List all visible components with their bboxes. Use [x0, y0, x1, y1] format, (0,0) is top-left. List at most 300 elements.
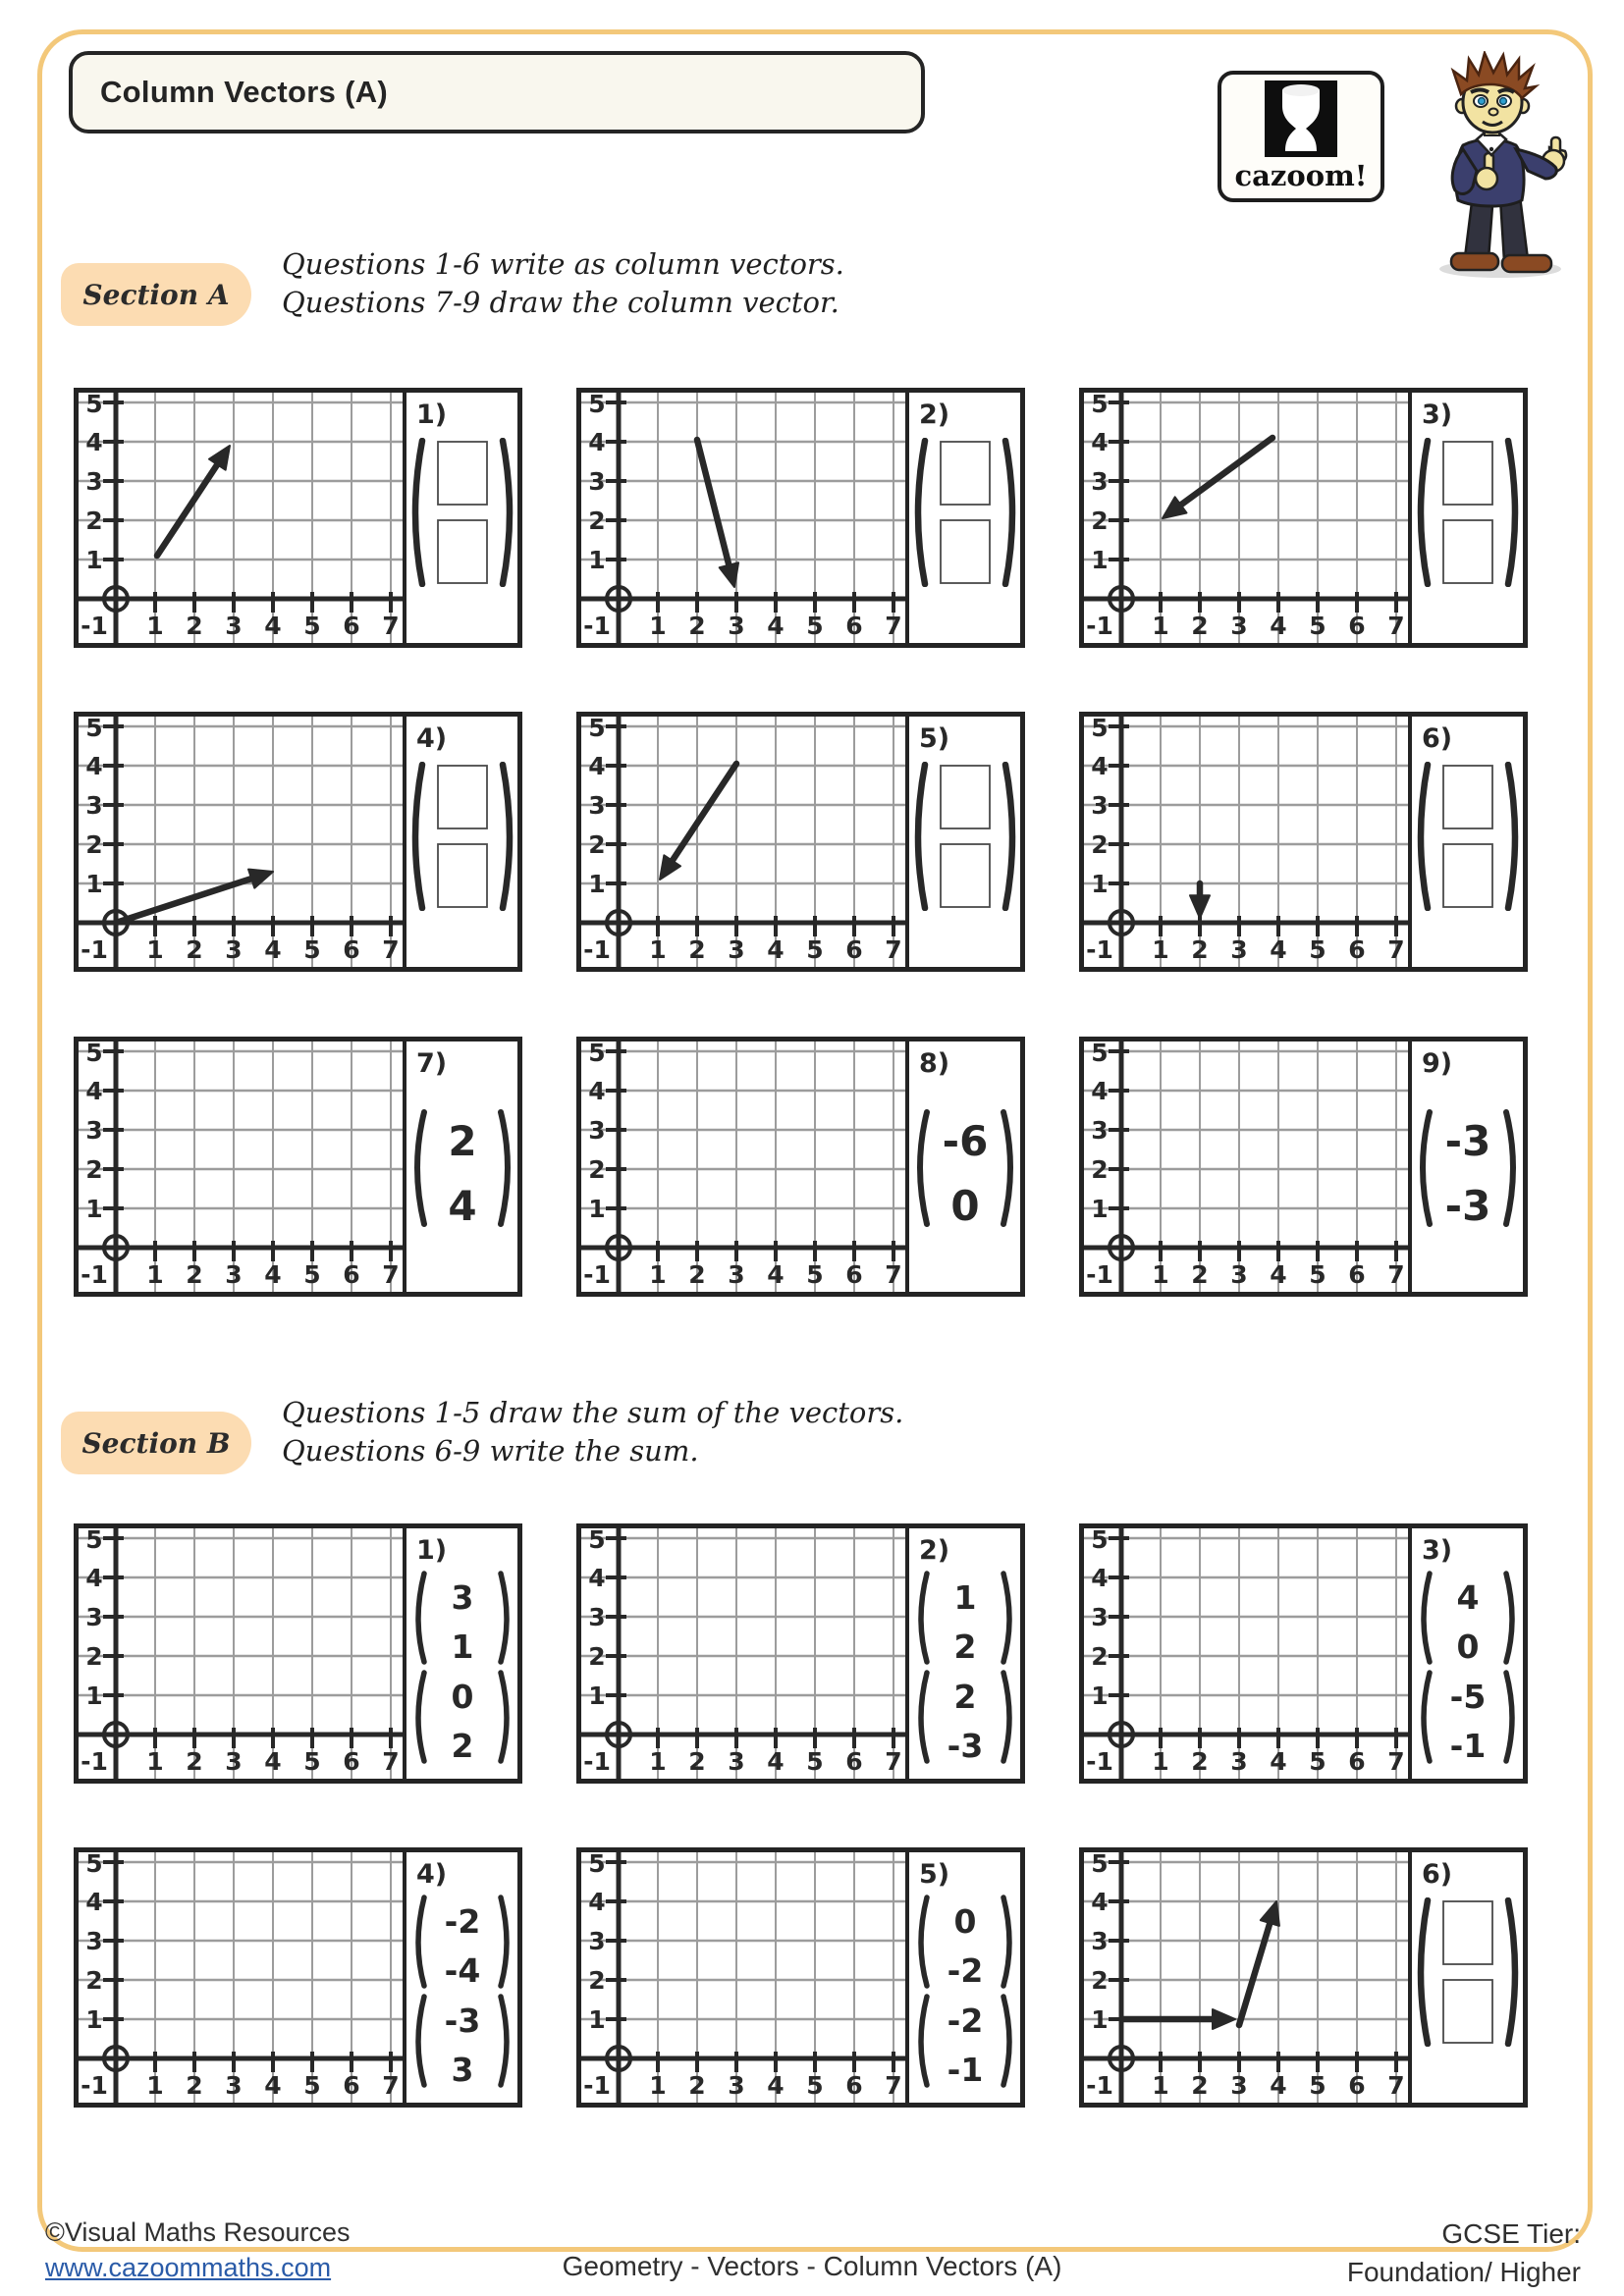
- vector-arrow: [1190, 883, 1210, 918]
- grid-number-label: 3: [225, 2071, 243, 2100]
- grid-number-label: 7: [885, 1747, 902, 1776]
- grid-number-label: 4: [1270, 1747, 1287, 1776]
- grid-number-label: 1: [588, 870, 606, 898]
- grid-number-label: 5: [588, 1041, 606, 1067]
- grid-number-label: 6: [1348, 1747, 1366, 1776]
- answer-bracket-boxes: [1413, 762, 1523, 911]
- answer-panel: [1408, 1041, 1523, 1292]
- grid-number-label: -1: [583, 612, 611, 640]
- question-box: [1079, 1523, 1528, 1784]
- grid-number-label: -1: [81, 1747, 108, 1776]
- grid-number-label: 1: [1152, 612, 1169, 640]
- grid-number-label: 6: [343, 2071, 360, 2100]
- coordinate-grid: [581, 717, 905, 967]
- grid-number-label: 2: [186, 1747, 203, 1776]
- grid-number-label: -1: [1086, 612, 1113, 640]
- cazoom-logo-text: cazoom!: [1234, 159, 1368, 192]
- vector-arrow: [697, 440, 738, 587]
- grid-number-label: 2: [1191, 2071, 1209, 2100]
- grid-number-label: 3: [225, 935, 243, 964]
- grid-number-label: 5: [85, 1041, 103, 1067]
- grid-number-label: 4: [447, 1182, 477, 1228]
- grid-number-label: 4: [1270, 612, 1287, 640]
- grid-number-label: -1: [1086, 1260, 1113, 1289]
- column-vector-value: [1417, 1570, 1519, 1666]
- vector-pair: [411, 1570, 514, 1765]
- question-box: [1079, 1847, 1528, 2108]
- grid-number-label: 1: [649, 2071, 667, 2100]
- grid-number-label: -1: [81, 612, 108, 640]
- grid-number-label: -4: [444, 1951, 480, 1990]
- grid-number-label: 1: [85, 546, 103, 574]
- vector-pair: [914, 1570, 1016, 1765]
- grid-number-label: 2: [1191, 1747, 1209, 1776]
- grid-number-label: -1: [81, 1260, 108, 1289]
- grid-number-label: 3: [1091, 1927, 1109, 1955]
- grid-number-label: 6: [845, 612, 863, 640]
- grid-number-label: 5: [1091, 717, 1109, 742]
- answer-box: [941, 844, 990, 907]
- answer-box: [941, 442, 990, 505]
- answer-bracket-boxes: [910, 762, 1020, 911]
- grid-number-label: 1: [1091, 1682, 1109, 1710]
- grid-number-label: 2: [1091, 1642, 1109, 1671]
- grid-number-label: 2: [588, 1155, 606, 1184]
- grid-number-label: 5: [806, 2071, 824, 2100]
- column-vector-value: [1414, 1106, 1522, 1228]
- section-b-label: Section B: [61, 1412, 251, 1474]
- answer-box: [438, 766, 487, 828]
- coordinate-grid: [1084, 1852, 1408, 2103]
- answer-panel: [403, 1528, 517, 1779]
- grid-number-label: 4: [1091, 1077, 1109, 1105]
- answer-panel: [403, 1041, 517, 1292]
- grid-number-label: 2: [588, 830, 606, 859]
- question-number: 2): [919, 1535, 950, 1566]
- answer-panel: [403, 1852, 517, 2103]
- grid-number-label: 7: [382, 1747, 400, 1776]
- grid-number-label: 4: [767, 612, 785, 640]
- grid-number-label: 3: [1091, 791, 1109, 820]
- grid-number-label: 4: [1091, 1564, 1109, 1592]
- footer-right: [1347, 2215, 1581, 2291]
- grid-number-label: 6: [343, 612, 360, 640]
- grid-number-label: 5: [1309, 612, 1326, 640]
- section-a-label: Section A: [61, 263, 251, 326]
- grid-number-label: 2: [85, 1966, 103, 1995]
- grid-number-label: 2: [447, 1117, 477, 1165]
- grid-number-label: 2: [1191, 935, 1209, 964]
- grid-number-label: -6: [942, 1117, 988, 1165]
- grid-number-label: 1: [1091, 870, 1109, 898]
- grid-number-label: 6: [1348, 935, 1366, 964]
- grid-number-label: 6: [1348, 612, 1366, 640]
- grid-number-label: 1: [85, 1195, 103, 1223]
- grid-number-label: 6: [845, 2071, 863, 2100]
- grid-number-label: 7: [885, 612, 902, 640]
- section-b-row-1: [74, 1523, 1528, 1784]
- grid-number-label: -1: [81, 935, 108, 964]
- grid-number-label: 2: [1191, 612, 1209, 640]
- answer-box: [941, 520, 990, 583]
- grid-number-label: 3: [225, 1747, 243, 1776]
- grid-number-label: 4: [588, 428, 606, 456]
- grid-number-label: 1: [1091, 1195, 1109, 1223]
- grid-number-label: 5: [303, 935, 321, 964]
- grid-number-label: 2: [588, 1966, 606, 1995]
- gcse-tier-label: GCSE Tier:: [1441, 2218, 1581, 2249]
- section-b-instruction-line: Questions 6-9 write the sum.: [282, 1433, 699, 1468]
- grid-number-label: 2: [1091, 1966, 1109, 1995]
- answer-box: [1443, 442, 1492, 505]
- grid-number-label: 5: [303, 1260, 321, 1289]
- grid-number-label: 1: [146, 935, 164, 964]
- grid-number-label: 5: [1309, 1260, 1326, 1289]
- question-number: 8): [919, 1048, 950, 1079]
- column-vector-value: [411, 1894, 514, 1990]
- grid-number-label: 7: [885, 935, 902, 964]
- grid-number-label: 2: [953, 1678, 976, 1716]
- grid-number-label: 4: [767, 1747, 785, 1776]
- grid-number-label: -1: [583, 1260, 611, 1289]
- grid-number-label: 3: [1230, 935, 1248, 964]
- answer-bracket-boxes: [407, 762, 517, 911]
- grid-number-label: -1: [583, 935, 611, 964]
- grid-number-label: 4: [1456, 1578, 1479, 1617]
- grid-number-label: 7: [382, 612, 400, 640]
- grid-number-label: 4: [1091, 428, 1109, 456]
- grid-number-label: 3: [1230, 1747, 1248, 1776]
- grid-number-label: 2: [953, 1628, 976, 1666]
- grid-number-label: 0: [1456, 1628, 1479, 1666]
- grid-number-label: 1: [85, 870, 103, 898]
- grid-number-label: 6: [845, 935, 863, 964]
- coordinate-grid: [1084, 393, 1408, 643]
- column-vector-value: [411, 1570, 514, 1666]
- question-number: 1): [416, 400, 448, 430]
- grid-number-label: 5: [303, 2071, 321, 2100]
- grid-number-label: 2: [186, 1260, 203, 1289]
- grid-number-label: 7: [885, 2071, 902, 2100]
- grid-number-label: 3: [451, 1578, 473, 1617]
- question-box: [74, 1523, 522, 1784]
- grid-number-label: 7: [382, 2071, 400, 2100]
- grid-number-label: 3: [451, 2051, 473, 2089]
- grid-number-label: 4: [264, 1747, 282, 1776]
- question-number: 4): [416, 1859, 448, 1890]
- grid-number-label: 4: [1270, 2071, 1287, 2100]
- grid-number-label: 4: [767, 1260, 785, 1289]
- column-vector-value: [408, 1106, 516, 1228]
- grid-number-label: 2: [588, 1642, 606, 1671]
- cazoommaths-link[interactable]: www.cazoommaths.com: [45, 2253, 332, 2283]
- grid-number-label: 5: [1091, 393, 1109, 418]
- grid-number-label: 7: [1387, 612, 1405, 640]
- grid-number-label: 2: [1091, 1155, 1109, 1184]
- copyright-text: ©Visual Maths Resources: [45, 2217, 351, 2247]
- grid-number-label: 5: [1309, 2071, 1326, 2100]
- grid-number-label: 5: [85, 393, 103, 418]
- grid-number-label: 1: [146, 1260, 164, 1289]
- column-vector-value: [914, 1570, 1016, 1666]
- grid-number-label: 5: [588, 1852, 606, 1878]
- grid-number-label: 2: [186, 612, 203, 640]
- grid-number-label: 5: [1091, 1852, 1109, 1878]
- column-vector-value: [914, 1894, 1016, 1990]
- grid-number-label: 1: [1091, 546, 1109, 574]
- grid-number-label: 1: [1091, 2005, 1109, 2034]
- column-vector-value: [411, 1993, 514, 2089]
- grid-number-label: -1: [81, 2071, 108, 2100]
- section-b-row-2: [74, 1847, 1528, 2108]
- grid-number-label: 3: [1230, 1260, 1248, 1289]
- grid-number-label: -5: [1449, 1678, 1486, 1716]
- answer-panel: [905, 1041, 1020, 1292]
- grid-number-label: 7: [1387, 2071, 1405, 2100]
- question-number: 7): [416, 1048, 448, 1079]
- worksheet-title-box: [69, 51, 925, 133]
- coordinate-grid: [79, 1528, 403, 1779]
- question-box: [74, 712, 522, 972]
- answer-panel: [905, 1852, 1020, 2103]
- grid-number-label: 1: [588, 1682, 606, 1710]
- grid-number-label: 1: [1152, 1260, 1169, 1289]
- question-number: 5): [919, 1859, 950, 1890]
- grid-number-label: 1: [85, 2005, 103, 2034]
- grid-number-label: 5: [85, 1852, 103, 1878]
- grid-number-label: 1: [146, 1747, 164, 1776]
- grid-number-label: 1: [1152, 1747, 1169, 1776]
- grid-number-label: 0: [451, 1678, 473, 1716]
- grid-number-label: 1: [649, 935, 667, 964]
- gcse-tier-value: Foundation/ Higher: [1346, 2257, 1581, 2288]
- grid-number-label: 4: [1091, 752, 1109, 780]
- grid-number-label: 3: [1091, 1603, 1109, 1631]
- grid-number-label: 5: [588, 717, 606, 742]
- column-vector-value: [914, 1669, 1016, 1765]
- grid-number-label: 3: [1230, 612, 1248, 640]
- grid-number-label: 2: [85, 507, 103, 535]
- grid-number-label: 2: [688, 935, 706, 964]
- grid-number-label: 6: [343, 1747, 360, 1776]
- coordinate-grid: [79, 1852, 403, 2103]
- grid-number-label: 3: [588, 1927, 606, 1955]
- grid-number-label: 3: [85, 1116, 103, 1145]
- grid-number-label: 5: [806, 1260, 824, 1289]
- grid-number-label: 2: [85, 1642, 103, 1671]
- grid-number-label: -1: [1449, 1727, 1486, 1765]
- question-number: 9): [1422, 1048, 1453, 1079]
- coordinate-grid: [1084, 717, 1408, 967]
- question-box: [1079, 1037, 1528, 1297]
- grid-number-label: 2: [85, 1155, 103, 1184]
- grid-number-label: 2: [1091, 507, 1109, 535]
- grid-number-label: -2: [947, 2002, 983, 2040]
- answer-panel: [905, 393, 1020, 643]
- grid-number-label: 7: [1387, 935, 1405, 964]
- grid-number-label: 3: [728, 1260, 745, 1289]
- question-box: [1079, 712, 1528, 972]
- grid-number-label: 5: [806, 1747, 824, 1776]
- answer-panel: [905, 1528, 1020, 1779]
- grid-number-label: 4: [767, 935, 785, 964]
- grid-number-label: 4: [588, 1077, 606, 1105]
- grid-number-label: 5: [85, 717, 103, 742]
- grid-number-label: 4: [85, 1888, 103, 1916]
- grid-number-label: 2: [688, 1747, 706, 1776]
- cartoon-boy-mascot: [1402, 51, 1602, 279]
- question-box: [576, 712, 1025, 972]
- grid-number-label: 3: [1091, 467, 1109, 496]
- section-a-instructions: [282, 245, 844, 321]
- column-vector-value: [411, 1669, 514, 1765]
- answer-box: [1443, 1980, 1492, 2043]
- grid-number-label: 1: [146, 612, 164, 640]
- grid-number-label: 3: [1091, 1116, 1109, 1145]
- question-box: [1079, 388, 1528, 648]
- grid-number-label: -3: [444, 2002, 480, 2040]
- grid-number-label: 5: [806, 612, 824, 640]
- grid-number-label: 5: [303, 1747, 321, 1776]
- grid-number-label: 4: [264, 1260, 282, 1289]
- question-number: 4): [416, 723, 448, 754]
- section-a-row-3: [74, 1037, 1528, 1297]
- answer-bracket-boxes: [1413, 1897, 1523, 2047]
- grid-number-label: 5: [588, 1528, 606, 1554]
- answer-box: [438, 844, 487, 907]
- grid-number-label: 2: [688, 1260, 706, 1289]
- answer-bracket-boxes: [910, 438, 1020, 587]
- grid-number-label: -1: [1086, 935, 1113, 964]
- grid-number-label: 2: [186, 935, 203, 964]
- vector-arrow: [1123, 2009, 1235, 2029]
- section-a-instruction-line: Questions 1-6 write as column vectors.: [282, 247, 844, 281]
- grid-number-label: 2: [186, 2071, 203, 2100]
- answer-bracket-boxes: [1413, 438, 1523, 587]
- coordinate-grid: [581, 1528, 905, 1779]
- grid-number-label: 4: [1270, 935, 1287, 964]
- column-vector-value: [1417, 1669, 1519, 1765]
- grid-number-label: 1: [588, 2005, 606, 2034]
- grid-number-label: 0: [949, 1182, 980, 1228]
- grid-number-label: 5: [1091, 1528, 1109, 1554]
- grid-number-label: 1: [1152, 2071, 1169, 2100]
- vector-arrow: [1239, 1901, 1279, 2025]
- grid-number-label: -1: [1086, 1747, 1113, 1776]
- grid-number-label: 3: [225, 1260, 243, 1289]
- vector-pair: [914, 1894, 1016, 2089]
- answer-box: [1443, 844, 1492, 907]
- grid-number-label: 7: [382, 935, 400, 964]
- question-number: 2): [919, 400, 950, 430]
- question-box: [74, 1037, 522, 1297]
- question-number: 5): [919, 723, 950, 754]
- answer-bracket-boxes: [407, 438, 517, 587]
- grid-number-label: 1: [953, 1578, 976, 1617]
- grid-number-label: -2: [444, 1902, 480, 1941]
- grid-number-label: 3: [85, 1927, 103, 1955]
- grid-number-label: 0: [953, 1902, 976, 1941]
- grid-number-label: 3: [728, 2071, 745, 2100]
- coordinate-grid: [1084, 1041, 1408, 1292]
- grid-number-label: 1: [451, 1628, 473, 1666]
- section-a-row-1: [74, 388, 1528, 648]
- grid-number-label: 6: [343, 1260, 360, 1289]
- grid-number-label: 5: [1091, 1041, 1109, 1067]
- grid-number-label: 4: [85, 1564, 103, 1592]
- grid-number-label: 3: [728, 1747, 745, 1776]
- column-vector-value: [911, 1106, 1019, 1228]
- answer-panel: [1408, 1852, 1523, 2103]
- grid-number-label: 4: [85, 752, 103, 780]
- answer-panel: [403, 717, 517, 967]
- grid-number-label: 4: [588, 1888, 606, 1916]
- vector-arrow: [1163, 438, 1272, 518]
- grid-number-label: 4: [264, 935, 282, 964]
- grid-number-label: 4: [588, 1564, 606, 1592]
- grid-number-label: 4: [264, 2071, 282, 2100]
- page-title: Column Vectors (A): [100, 75, 389, 109]
- grid-number-label: 3: [588, 467, 606, 496]
- grid-number-label: 4: [1091, 1888, 1109, 1916]
- answer-panel: [905, 717, 1020, 967]
- grid-number-label: 7: [885, 1260, 902, 1289]
- question-box: [576, 1037, 1025, 1297]
- question-box: [74, 388, 522, 648]
- grid-number-label: 2: [85, 830, 103, 859]
- answer-panel: [1408, 1528, 1523, 1779]
- grid-number-label: 3: [85, 1603, 103, 1631]
- grid-number-label: 4: [85, 1077, 103, 1105]
- grid-number-label: 6: [1348, 1260, 1366, 1289]
- section-b-instruction-line: Questions 1-5 draw the sum of the vectors.: [282, 1396, 904, 1429]
- grid-number-label: 5: [1309, 1747, 1326, 1776]
- vector-pair: [1417, 1570, 1519, 1765]
- answer-box: [941, 766, 990, 828]
- coordinate-grid: [1084, 1528, 1408, 1779]
- cazoom-goblet-icon: [1259, 80, 1343, 157]
- grid-number-label: 7: [382, 1260, 400, 1289]
- answer-panel: [403, 393, 517, 643]
- grid-number-label: -1: [583, 2071, 611, 2100]
- answer-box: [1443, 1901, 1492, 1964]
- cazoom-logo: [1218, 71, 1384, 202]
- grid-number-label: -3: [1444, 1182, 1490, 1228]
- grid-number-label: 2: [1191, 1260, 1209, 1289]
- answer-box: [1443, 520, 1492, 583]
- coordinate-grid: [79, 393, 403, 643]
- grid-number-label: 4: [588, 752, 606, 780]
- answer-box: [438, 520, 487, 583]
- coordinate-grid: [79, 717, 403, 967]
- grid-number-label: 3: [85, 791, 103, 820]
- question-number: 1): [416, 1535, 448, 1566]
- grid-number-label: 2: [1091, 830, 1109, 859]
- grid-number-label: 2: [688, 2071, 706, 2100]
- grid-number-label: 2: [688, 612, 706, 640]
- grid-number-label: 3: [225, 612, 243, 640]
- coordinate-grid: [581, 393, 905, 643]
- question-box: [74, 1847, 522, 2108]
- grid-number-label: 3: [85, 467, 103, 496]
- grid-number-label: -2: [947, 1951, 983, 1990]
- grid-number-label: -3: [947, 1727, 983, 1765]
- grid-number-label: 5: [303, 612, 321, 640]
- section-a-row-2: [74, 712, 1528, 972]
- question-box: [576, 1847, 1025, 2108]
- grid-number-label: 3: [728, 612, 745, 640]
- grid-number-label: 1: [649, 612, 667, 640]
